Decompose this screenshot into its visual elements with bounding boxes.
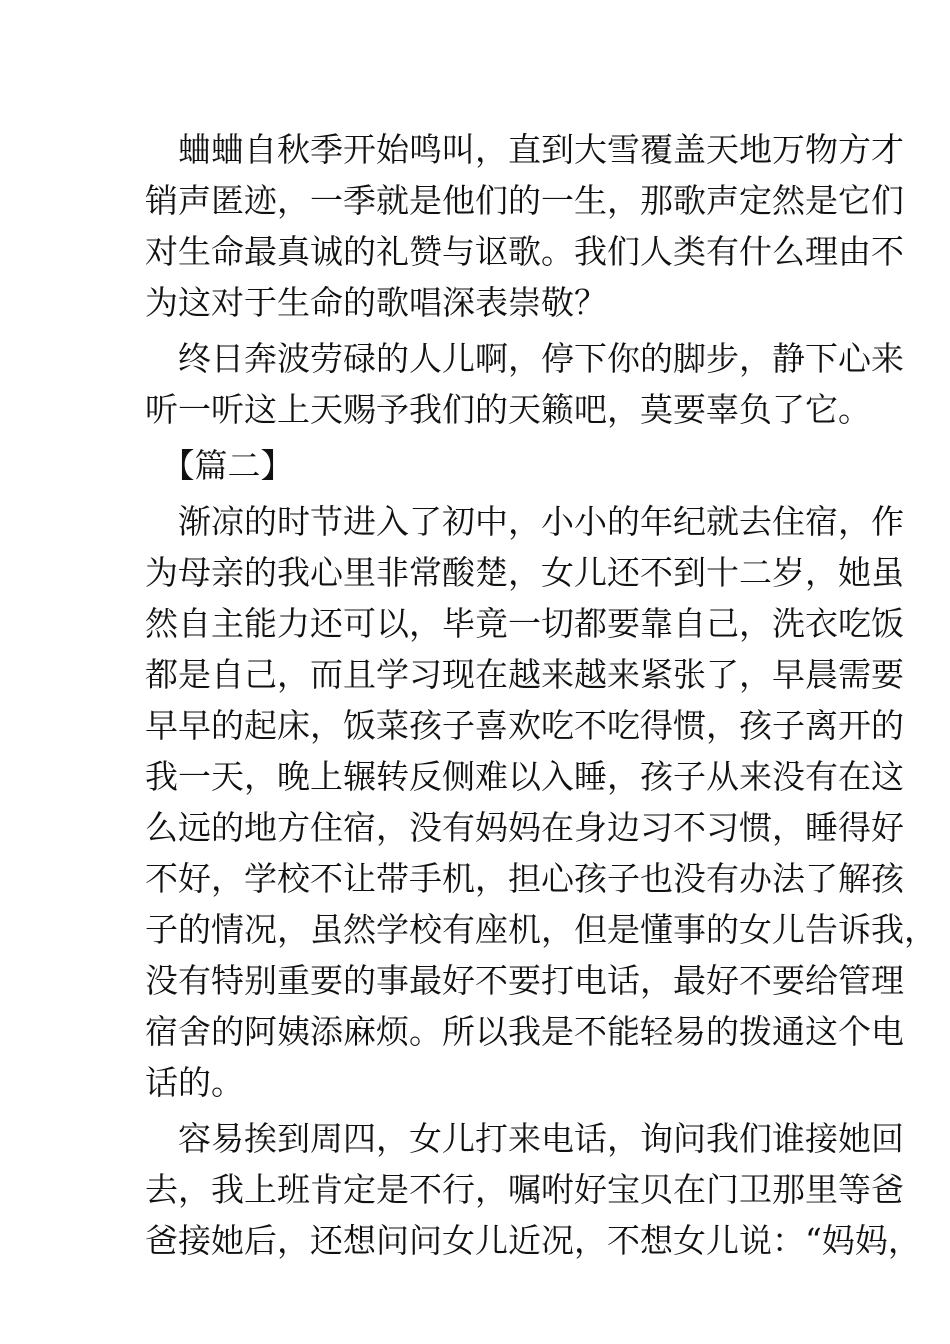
text-line: 销声匿迹，一季就是他们的一生，那歌声定然是它们 [145, 181, 904, 220]
text-line: 对生命最真诚的礼赞与讴歌。我们人类有什么理由不 [145, 232, 904, 271]
text-line: 早早的起床，饭菜孩子喜欢吃不吃得惯，孩子离开的 [145, 706, 904, 745]
text-line: 子的情况，虽然学校有座机，但是懂事的女儿告诉我， [145, 910, 937, 949]
section-title: 【篇二】 [145, 446, 294, 485]
paragraph-thursday [145, 1113, 921, 1266]
text-line: 宿舍的阿姨添麻烦。所以我是不能轻易的拨通这个电 [145, 1012, 904, 1051]
paragraph-boarding [145, 496, 937, 1108]
text-line: 听一听这上天赐予我们的天籁吧，莫要辜负了它。 [145, 390, 871, 429]
text-line: 我一天，晚上辗转反侧难以入睡，孩子从来没有在这 [145, 757, 904, 796]
text-line: 不好，学校不让带手机，担心孩子也没有办法了解孩 [145, 859, 904, 898]
text-line: 去，我上班肯定是不行，嘱咐好宝贝在门卫那里等爸 [145, 1170, 904, 1209]
text-line: 然自主能力还可以，毕竟一切都要靠自己，洗衣吃饭 [145, 604, 904, 643]
text-line: 终日奔波劳碌的人儿啊，停下你的脚步，静下心来 [145, 339, 904, 378]
text-line: 都是自己，而且学习现在越来越来紧张了，早晨需要 [145, 655, 904, 694]
text-line: 渐凉的时节进入了初中，小小的年纪就去住宿，作 [145, 502, 904, 541]
text-line: 容易挨到周四，女儿打来电话，询问我们谁接她回 [145, 1119, 904, 1158]
text-line: 没有特别重要的事最好不要打电话，最好不要给管理 [145, 961, 904, 1000]
text-line: 话的。 [145, 1063, 244, 1102]
paragraph-cricket [145, 124, 904, 328]
section-heading [145, 440, 810, 491]
text-line: 蛐蛐自秋季开始鸣叫，直到大雪覆盖天地万物方才 [145, 130, 904, 169]
paragraph-busy-people [145, 333, 904, 435]
document-body [145, 124, 937, 1266]
text-line: 为母亲的我心里非常酸楚，女儿还不到十二岁，她虽 [145, 553, 904, 592]
text-line: 为这对于生命的歌唱深表崇敬？ [145, 283, 607, 322]
text-line: 爸接她后，还想问问女儿近况，不想女儿说：“妈妈， [145, 1221, 921, 1260]
text-line: 么远的地方住宿，没有妈妈在身边习不习惯，睡得好 [145, 808, 904, 847]
